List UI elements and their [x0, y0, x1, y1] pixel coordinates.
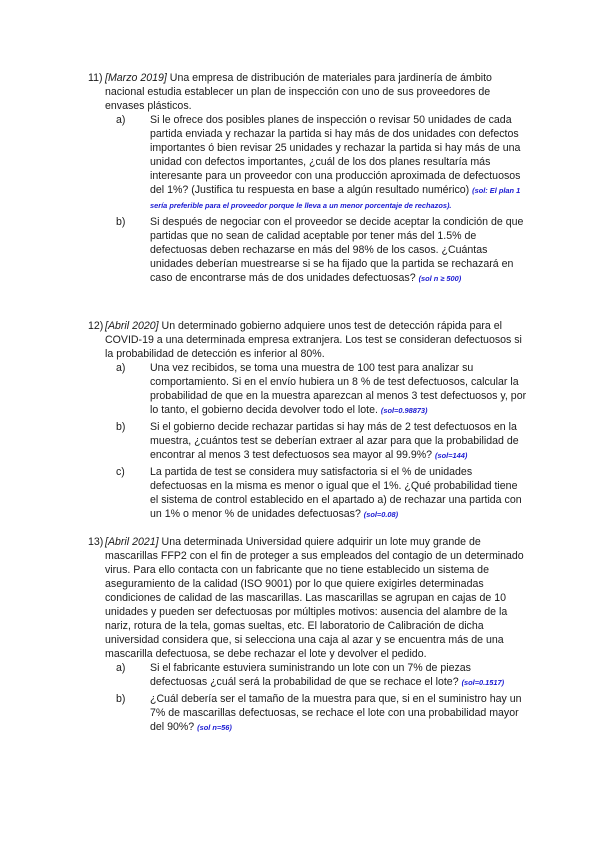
subquestion-letter: b) — [116, 421, 126, 433]
problem-13 — [88, 535, 528, 735]
subquestion-text: Si después de negociar con el proveedor se decide aceptar la condición de que partidas que no sean de calidad aceptable por tener más del 1.5% de defectuosas deben rechazarse en más del 98% de los casos. ¿Cuántas unidades deberían muestrearse si se ha fijado que la partida se rechazará en caso de encontrarse más de dos unidades defectuosas? — [150, 216, 524, 284]
solution-note: (sol n=56) — [197, 723, 232, 732]
subquestion-letter: b) — [116, 693, 126, 705]
subquestion-b — [116, 420, 528, 463]
subquestion-a — [116, 361, 528, 418]
subquestion-c — [116, 465, 528, 522]
problem-number: 12) — [88, 320, 104, 332]
subquestion-b — [116, 692, 528, 735]
subquestion-text: Una vez recibidos, se toma una muestra de 100 test para analizar su comportamiento. Si en el envío hubiera un 8 % de test defectuosos, calcular la probabilidad de que en la muestra aparezcan al menos 3 test defectuosos y, por lo tanto, el gobierno decida devolver todo el lote. — [150, 362, 527, 416]
subquestion-b — [116, 215, 528, 286]
problem-12 — [88, 319, 528, 522]
problem-date: [Marzo 2019] — [105, 72, 167, 84]
subquestion-list — [105, 361, 528, 522]
problem-intro: Un determinado gobierno adquiere unos test de detección rápida para el COVID-19 a una determinada empresa extranjera. Los test se consideran defectuosos si la probabilidad de detección es inferior al 80%. — [105, 320, 522, 360]
problem-intro: Una determinada Universidad quiere adquirir un lote muy grande de mascarillas FFP2 con el fin de proteger a sus empleados del contagio de un determinado virus. Para ello contacta con un fabricante que no tiene establecido un sistema de aseguramiento de la calidad (ISO 9001) por lo que quiere exigirles determinadas condiciones de calidad de las mascarillas. Las mascarillas se agrupan en cajas de 10 unidades y pueden ser defectuosas por múltiples motivos: ausencia del alambre de la nariz, rotura de la tela, gomas sueltas, etc. El laboratorio de Calibración de dicha universidad considera que, si selecciona una caja al azar y se encuentra más de una mascarilla defectuosa, se debe rechazar el lote y devolver el pedido. — [105, 536, 524, 660]
subquestion-text: Si el fabricante estuviera suministrando un lote con un 7% de piezas defectuosas ¿cuál será la probabilidad de que se rechace el lote? — [150, 662, 471, 688]
subquestion-a — [116, 661, 528, 690]
solution-note: (sol=0.1517) — [461, 678, 505, 687]
problem-statement — [105, 319, 528, 361]
subquestion-letter: a) — [116, 114, 126, 126]
subquestion-letter: b) — [116, 216, 126, 228]
subquestion-list — [105, 113, 528, 286]
subquestion-list — [105, 661, 528, 735]
problem-intro: Una empresa de distribución de materiales para jardinería de ámbito nacional estudia establecer un plan de inspección con uno de sus proveedores de envases plásticos. — [105, 72, 492, 112]
problem-11 — [88, 71, 528, 286]
solution-note: (sol=0.98873) — [380, 406, 428, 415]
subquestion-letter: c) — [116, 466, 125, 478]
solution-note: (sol: El plan 1 sería preferible para el proveedor porque le lleva a un menor porcentaje de rechazos). — [150, 186, 521, 210]
problem-date: [Abril 2021] — [105, 536, 159, 548]
subquestion-text: Si le ofrece dos posibles planes de inspección o revisar 50 unidades de cada partida enviada y rechazar la partida si hay más de dos unidades con defectos importantes ó bien revisar 25 unidades y rechazar la partida si hay más de una unidad con defectos importantes, ¿cuál de los dos planes resultaría más interesante para un proveedor con una producción aproximada de defectuosos del 1%? (Justifica tu respuesta en base a algún resultado numérico) — [150, 114, 521, 196]
subquestion-letter: a) — [116, 662, 126, 674]
problem-number: 13) — [88, 536, 104, 548]
problem-statement — [105, 71, 528, 113]
subquestion-text: ¿Cuál debería ser el tamaño de la muestra para que, si en el suministro hay un 7% de mascarillas defectuosas, se rechace el lote con una probabilidad mayor del 90%? — [150, 693, 522, 733]
subquestion-text: Si el gobierno decide rechazar partidas si hay más de 2 test defectuosos en la muestra, ¿cuántos test se deberían extraer al azar para que la probabilidad de encontrar al menos 3 test defectuosos sea mayor al 99.9%? — [150, 421, 519, 461]
problem-date: [Abril 2020] — [105, 320, 159, 332]
solution-note: (sol n ≥ 500) — [418, 274, 462, 283]
subquestion-a — [116, 113, 528, 213]
problem-number: 11) — [88, 72, 103, 84]
solution-note: (sol=0.08) — [363, 510, 399, 519]
subquestion-text: La partida de test se considera muy satisfactoria si el % de unidades defectuosas en la misma es menor o igual que el 1%. ¿Qué probabilidad tiene el sistema de control establecido en el apartado a) de rechazar una partida con un 1% o menor % de unidades defectuosas? — [150, 466, 522, 520]
subquestion-letter: a) — [116, 362, 126, 374]
solution-note: (sol=144) — [435, 451, 468, 460]
problem-statement — [105, 535, 528, 661]
